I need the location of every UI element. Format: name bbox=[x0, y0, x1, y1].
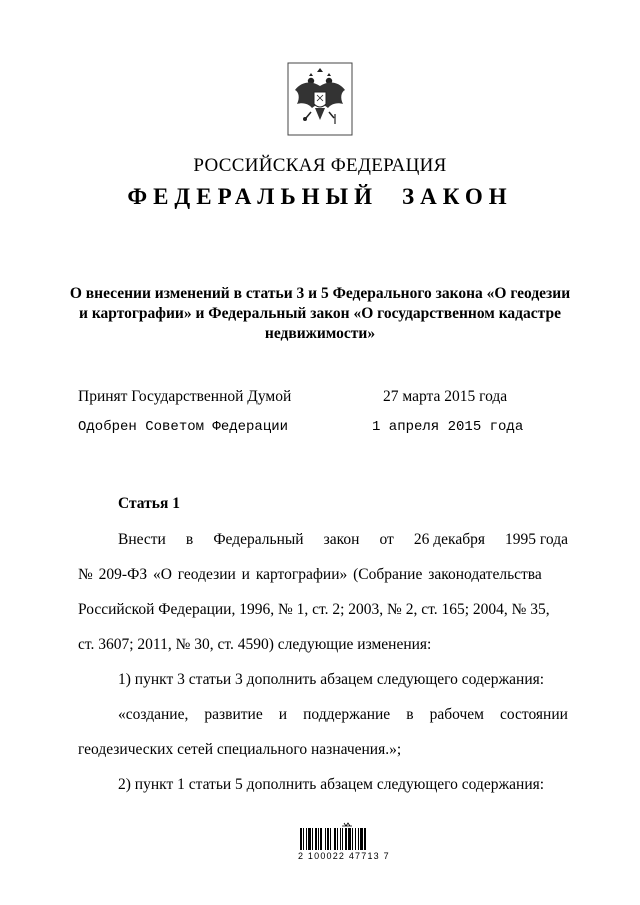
law-title bbox=[60, 284, 580, 344]
barcode-bar bbox=[348, 828, 351, 850]
body-word: в bbox=[185, 531, 194, 548]
body-line: № 209-ФЗ «О геодезии и картографии» (Собрание законодательства bbox=[78, 566, 542, 583]
body-line-justified bbox=[118, 531, 568, 549]
article-heading: Статья 1 bbox=[118, 495, 180, 512]
barcode-bar bbox=[355, 828, 356, 850]
body-word: 1995 года bbox=[505, 531, 568, 548]
quoted-text-line: геодезических сетей специального назначения.»; bbox=[78, 741, 402, 758]
barcode-bar bbox=[340, 828, 341, 850]
amendment-item-2: 2) пункт 1 статьи 5 дополнить абзацем следующего содержания: bbox=[118, 776, 545, 793]
barcode-bar bbox=[345, 828, 347, 850]
barcode-bar bbox=[318, 828, 319, 850]
adoption-duma-label: Принят Государственной Думой bbox=[78, 388, 292, 405]
document-type-word: ФЕДЕРАЛЬНЫЙ bbox=[127, 184, 379, 209]
body-line: Российской Федерации, 1996, № 1, ст. 2; 2003, № 2, ст. 165; 2004, № 35, bbox=[78, 601, 550, 618]
barcode-number: 2 100022 47713 7 bbox=[298, 851, 390, 861]
barcode-bar bbox=[303, 828, 304, 850]
barcode-icon bbox=[298, 820, 402, 850]
country-heading: РОССИЙСКАЯ ФЕДЕРАЦИЯ bbox=[193, 155, 447, 176]
barcode-bar bbox=[300, 828, 302, 850]
barcode-bar bbox=[312, 828, 313, 850]
body-word: от bbox=[379, 531, 394, 548]
adoption-duma-date: 27 марта 2015 года bbox=[383, 388, 508, 405]
barcode-bar bbox=[334, 828, 336, 850]
body-word: 26 декабря bbox=[413, 531, 485, 548]
law-title-line: недвижимости» bbox=[264, 325, 376, 342]
amendment-item-1: 1) пункт 3 статьи 3 дополнить абзацем следующего содержания: bbox=[118, 671, 545, 688]
barcode bbox=[298, 820, 402, 861]
barcode-bar bbox=[325, 828, 326, 850]
barcode-bar bbox=[315, 828, 317, 850]
law-title-line: О внесении изменений в статьи 3 и 5 Федерального закона «О геодезии bbox=[69, 285, 571, 302]
barcode-bar bbox=[306, 828, 307, 850]
quoted-word: развитие bbox=[204, 706, 263, 723]
barcode-bar bbox=[330, 828, 331, 850]
barcode-bar bbox=[358, 828, 359, 850]
quoted-word: и bbox=[278, 706, 288, 723]
quoted-word: «создание, bbox=[118, 706, 189, 723]
barcode-bar bbox=[337, 828, 338, 850]
body-word: закон bbox=[323, 531, 360, 548]
state-emblem bbox=[287, 62, 353, 136]
barcode-bar bbox=[327, 828, 329, 850]
double-headed-eagle-icon bbox=[287, 62, 353, 136]
quoted-word: состоянии bbox=[500, 706, 568, 723]
barcode-bar bbox=[320, 828, 322, 850]
document-type-word: ЗАКОН bbox=[402, 184, 513, 209]
barcode-bar bbox=[308, 828, 311, 850]
law-title-line: и картографии» и Федеральный закон «О государственном кадастре bbox=[79, 305, 561, 322]
body-word: Федеральный bbox=[213, 531, 304, 548]
quoted-word: поддержание bbox=[303, 706, 391, 723]
quoted-text-line bbox=[118, 706, 568, 724]
barcode-bar bbox=[360, 828, 363, 850]
adoption-council-date: 1 апреля 2015 года bbox=[372, 419, 524, 435]
barcode-mark bbox=[342, 823, 352, 826]
body-line: ст. 3607; 2011, № 30, ст. 4590) следующие изменения: bbox=[78, 636, 432, 653]
barcode-bar bbox=[364, 828, 366, 850]
adoption-council-label: Одобрен Советом Федерации bbox=[78, 419, 289, 435]
barcode-bar bbox=[342, 828, 343, 850]
document-type-heading bbox=[0, 184, 640, 210]
quoted-word: в bbox=[406, 706, 414, 723]
quoted-word: рабочем bbox=[429, 706, 484, 723]
barcode-bar bbox=[352, 828, 353, 850]
body-word: Внести bbox=[118, 531, 166, 548]
